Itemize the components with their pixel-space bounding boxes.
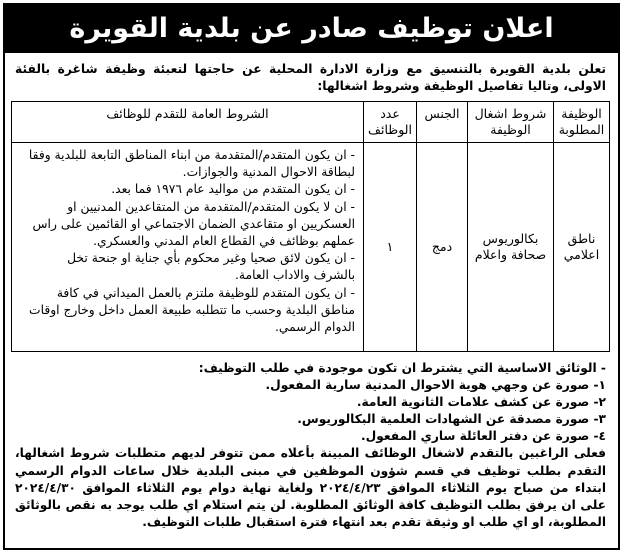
intro-paragraph: تعلن بلدية القويرة بالتنسيق مع وزارة الادارة المحلية عن حاجتها لتعبئة وظيفة شاغرة بالفئة الاولى، وتاليا تفاصيل الوظيفة وشروط اشغالها: [15, 62, 606, 93]
header-count: عدد الوظائف [364, 102, 417, 143]
condition-item: - ان يكون لائق صحيا وغير محكوم بأي جناية او جنحة تخل بالشرف والاداب العامة. [67, 251, 355, 283]
cell-job: ناطق اعلامي [554, 143, 610, 352]
condition-item: - ان لا يكون المتقدم/المتقدمة من المتقاعدين المدنيين او العسكريين او متقاعدي الضمان الاجتماعي او القائمين على راس عملهم بوظائف في القطاع العام المدني والعسكري. [32, 199, 355, 249]
cell-job-requirements: بكالوريوس صحافة واعلام [468, 143, 554, 352]
closing-paragraph: فعلى الراغبين بالتقدم لاشغال الوظائف المبينة بأعلاه ممن تتوفر لديهم متطلبات شروط اشغالها، التقدم بطلب توظيف في قسم شؤون الموظفين في مبنى البلدية خلال ساعات الدوام الرسمي ابتداء من صباح يوم الثلاثاء الموافق ٢٠٢٤/٤/٢٣ ولغاية نهاية دوام يوم الثلاثاء الموافق ٢٠٢٤/٤/٣٠ على ان يرفق بطلب التوظيف كافة الوثائق المطلوبة. لن يتم استلام اي طلب يوجد به نقص بالوثائق المطلوبة، او اي طلب او وثيقة تقدم بعد انتهاء فترة استقبال طلبات التوظيف. [15, 446, 607, 529]
header-general-conditions: الشروط العامة للتقدم للوظائف [12, 102, 364, 143]
job-table [11, 101, 610, 352]
header-gender: الجنس [417, 102, 468, 143]
condition-item: - ان يكون المتقدم من مواليد عام ١٩٧٦ فما بعد. [111, 182, 355, 197]
document-item: ٢- صورة عن كشف علامات الثانوية العامة. [356, 395, 606, 410]
cell-conditions [12, 143, 364, 352]
document-item: ٤- صورة عن دفتر العائلة ساري المفعول. [360, 429, 606, 444]
cell-count: ١ [364, 143, 417, 352]
cell-gender: دمج [417, 143, 468, 352]
documents-heading: - الوثائق الاساسية التي يشترط ان تكون موجودة في طلب التوظيف: [198, 361, 606, 375]
documents-section [5, 352, 618, 531]
condition-item: - ان يكون المتقدم/المتقدمة من ابناء المناطق التابعة للبلدية وفقا لبطاقة الاحوال المدنية والجوازات. [28, 148, 355, 180]
document-item: ٣- صورة مصدقة عن الشهادات العلمية البكالوريوس. [297, 412, 606, 427]
header-job-requirements: شروط اشغال الوظيفة [468, 102, 554, 143]
announcement-page [3, 3, 620, 550]
condition-item: - ان يكون المتقدم للوظيفة ملتزم بالعمل الميداني في كافة مناطق البلدية وحسب ما تتطلبه طبيعة العمل داخل وخارج اوقات الدوام الرسمي. [29, 285, 355, 335]
document-item: ١- صورة عن وجهي هوية الاحوال المدنية سارية المفعول. [265, 378, 606, 393]
page-title: اعلان توظيف صادر عن بلدية القويرة [5, 5, 618, 53]
header-job: الوظيفة المطلوبة [554, 102, 610, 143]
job-table-header-row [12, 102, 610, 143]
table-row [12, 143, 610, 352]
